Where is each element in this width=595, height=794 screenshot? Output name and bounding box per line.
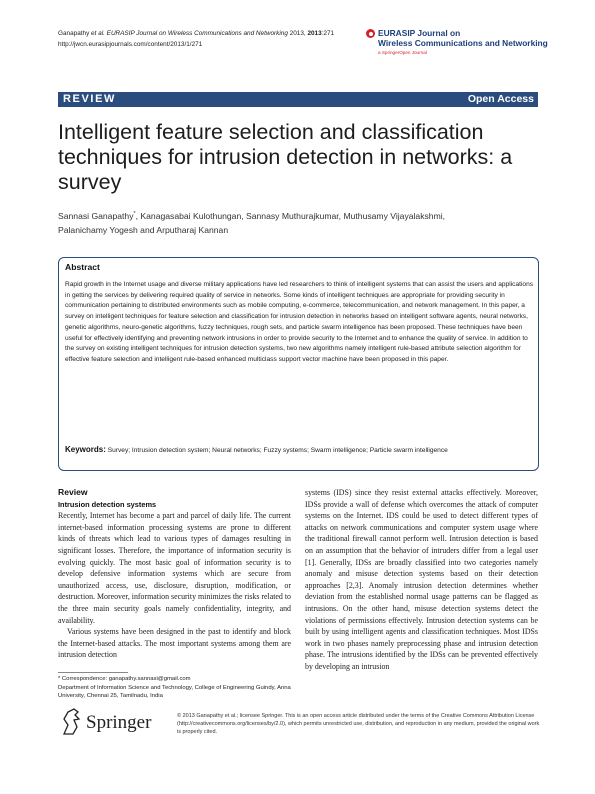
body-paragraph: Various systems have been designed in the past to identify and block the Internet-based attacks. The most important systems among them are intrusion detection: [58, 627, 291, 660]
article-type-label: REVIEW: [63, 93, 116, 105]
author-list-line2: Palanichamy Yogesh and Arputharaj Kannan: [58, 224, 229, 235]
author-list: Sannasi Ganapathy*, Kanagasabai Kulothungan, Sannasy Muthurajkumar, Muthusamy Vijayalakshmi, Palanichamy Yogesh and Arputharaj Kannan: [58, 207, 528, 237]
citation-volume: 2013: [307, 30, 322, 37]
keywords: [65, 445, 534, 457]
section-heading: Review: [58, 487, 88, 497]
subsection-heading: Intrusion detection systems: [58, 499, 157, 509]
footnote-rule: [58, 672, 128, 673]
body-column-right: [305, 487, 538, 673]
footnote: [58, 675, 291, 701]
article-url[interactable]: http://jwcn.eurasipjournals.com/content/2013/1/271: [58, 41, 203, 48]
springer-horse-icon: [58, 707, 84, 737]
citation-line: Ganapathy et al. EURASIP Journal on Wireless Communications and Networking 2013, 2013:271: [58, 30, 335, 37]
article-title: Intelligent feature selection and classification techniques for intrusion detection in networks: a survey: [58, 120, 513, 194]
corresponding-mark: *: [133, 211, 136, 217]
journal-name: et al. EURASIP Journal on Wireless Communications and Networking: [91, 30, 288, 37]
springeropen-logo-icon: [366, 29, 375, 38]
keywords-list: Survey; Intrusion detection system; Neural networks; Fuzzy systems; Swarm intelligence; Particle swarm intelligence: [105, 447, 448, 454]
springer-logo: [58, 707, 178, 737]
abstract-text: Rapid growth in the Internet usage and diverse military applications have led researchers to think of intelligent systems that can assist the users and applications in getting the services by delivering required quality of service in networks. Some kinds of intelligent techniques are appropriate for providing security in communication pertaining to distributed environments such as mobile computing, e-commerce, telecommunication, and network management. In this paper, a survey on intelligent techniques for feature selection and classification for intrusion detection in networks based on intelligent software agents, neural networks, genetic algorithms, neuro-genetic algorithms, fuzzy techniques, rough sets, and particle swarm intelligence has been proposed. These techniques have been useful for effectively identifying and preventing network intrusions in order to provide security to the Internet and to enhance the quality of service. In addition to the survey on existing intelligent techniques for intrusion detection systems, two new algorithms namely intelligent rule-based attribute selection algorithm for effective feature selection and intelligent rule-based enhanced multiclass support vector machine have been proposed in this paper.: [65, 281, 534, 363]
corresponding-author[interactable]: Sannasi Ganapathy: [58, 210, 134, 221]
affiliation-note: Department of Information Science and Technology, College of Engineering Guindy, Anna University, Chennai 25, Tamilnadu, India: [58, 684, 291, 700]
abstract-box: [58, 257, 539, 471]
license-text: © 2013 Ganapathy et al.; licensee Springer. This is an open access article distributed under the terms of the Creative Commons Attribution License (http://creativecommons.org/licenses/by/2.0), which permits unrestricted use, distribution, and reproduction in any medium, provided the original work is properly cited.: [177, 713, 540, 736]
keywords-label: Keywords:: [65, 445, 106, 454]
journal-title-line1: EURASIP Journal on: [378, 28, 461, 38]
body-paragraph: systems (IDS) since they resist external attacks effectively. Moreover, IDSs provide a wall of defense which overcomes the attack of computer systems on the Internet. IDS could be used to detect different types of attacks on network communications and computer system usage where the traditional firewall cannot perform well. Intrusion detection is based on an assumption that the behavior of intruders differ from a legal user [1]. Generally, IDSs are broadly classified into two categories namely anomaly and misuse detection systems based on their detection approaches [2,3]. Anomaly intrusion detection determines whether deviation from the established normal usage patterns can be flagged as intrusions. On the other hand, misuse detection systems detect the violations of permissions effectively. Intrusion detection systems can be built by using intelligent agents and classification techniques. Most IDSs work in two phases namely preprocessing phase and intrusion detection phase. The intrusions identified by the IDSs can be prevented effectively by developing an intrusion: [305, 488, 538, 671]
abstract-heading: Abstract: [65, 262, 100, 272]
correspondence-note: * Correspondence: ganapathy.sannasi@gmail.com: [58, 676, 191, 682]
open-access-label: Open Access: [467, 93, 534, 105]
running-header: [58, 28, 334, 50]
publisher-tag: a SpringerOpen Journal: [378, 50, 427, 55]
journal-title-line2: Wireless Communications and Networking: [378, 38, 548, 48]
body-column-left: [58, 487, 291, 661]
body-paragraph: Recently, Internet has become a part and parcel of daily life. The current internet-based information processing systems are prone to different kinds of threats which lead to various types of damages resulting in significant losses. Therefore, the importance of information security is evolving quickly. The most basic goal of information security is to develop defensive information systems which are secure from unauthorized access, use, disclosure, disruption, modification, or destruction. Moreover, information security minimizes the risks related to the three main security goals namely confidentiality, integrity, and availability.: [58, 511, 291, 625]
article-type-banner: [58, 92, 538, 107]
springer-wordmark: Springer: [86, 712, 152, 733]
